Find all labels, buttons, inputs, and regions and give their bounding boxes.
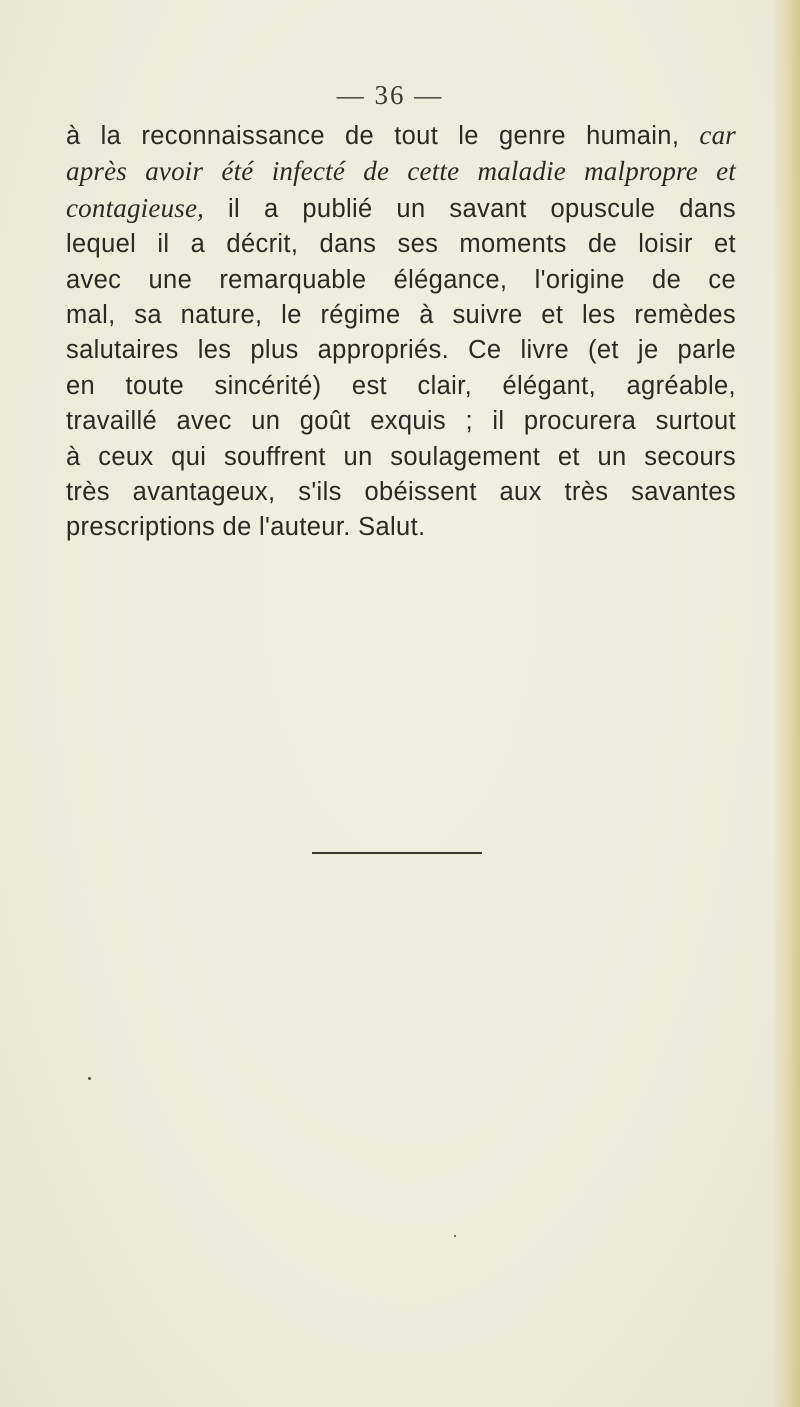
text-segment: en toute sincérité) est clair, élégant, agréable, — [66, 371, 736, 400]
text-line — [66, 154, 736, 190]
body-text — [66, 118, 736, 546]
text-line — [66, 369, 736, 404]
text-line — [66, 263, 736, 298]
text-line — [66, 191, 736, 227]
text-segment: prescriptions de l'auteur. Salut. — [66, 513, 426, 542]
text-segment: avec une remarquable élégance, l'origine de ce — [66, 265, 736, 294]
text-segment: travaillé avec un goût exquis ; il procurera surtout — [66, 407, 736, 436]
text-segment: il a publié un savant opuscule dans — [204, 194, 736, 223]
text-segment: salutaires les plus appropriés. Ce livre (et je parle — [66, 336, 736, 365]
text-segment: très avantageux, s'ils obéissent aux très savantes — [66, 478, 736, 507]
text-segment: à ceux qui souffrent un soulagement et un secours — [66, 442, 736, 471]
paper-speck — [88, 1077, 91, 1080]
italic-text-segment: contagieuse, — [66, 192, 205, 223]
text-segment: à la reconnaissance de tout le genre humain, — [66, 122, 700, 150]
italic-text-segment: car — [699, 120, 736, 150]
text-line — [66, 440, 736, 475]
page-number: — 36 — — [336, 80, 444, 110]
paper-speck — [454, 1235, 456, 1237]
text-line — [66, 475, 736, 510]
end-rule — [312, 852, 482, 854]
italic-text-segment: après avoir été infecté de cette maladie malpropre et — [66, 156, 736, 187]
text-line — [66, 404, 736, 439]
text-line — [66, 227, 736, 262]
text-segment: lequel il a décrit, dans ses moments de loisir et — [66, 230, 736, 259]
text-line — [66, 510, 736, 545]
text-line — [66, 333, 736, 368]
text-segment: mal, sa nature, le régime à suivre et les remèdes — [66, 301, 736, 330]
text-line — [66, 298, 736, 333]
text-line — [66, 118, 736, 154]
